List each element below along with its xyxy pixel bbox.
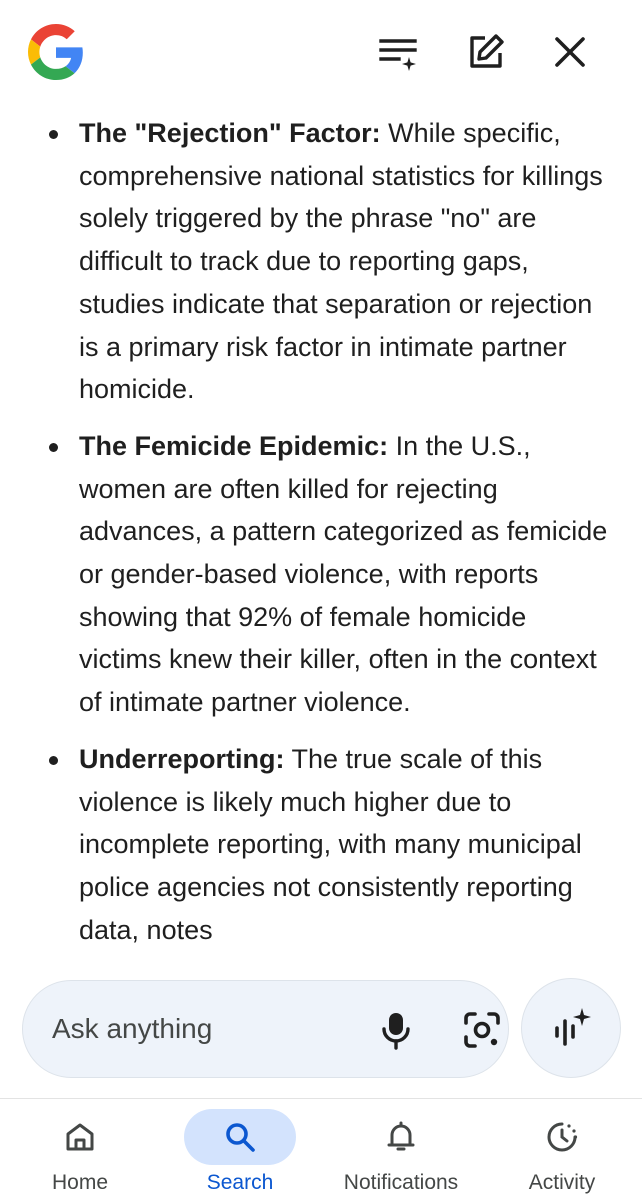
- bullet-dot: [49, 130, 58, 139]
- ask-input-bar[interactable]: [22, 980, 509, 1078]
- bullet-text: While specific, comprehensive national statistics for killings solely triggered by the phrase "no" are difficult to track due to reporting gaps, studies indicate that separation or rejection is a primary risk factor in intimate partner homicide.: [79, 118, 603, 405]
- list-sparkle-icon[interactable]: [374, 28, 422, 76]
- bullet-text: In the U.S., women are often killed for rejecting advances, a pattern categorized as femicide or gender-based violence, with reports showing that 92% of female homicide victims knew their killer, often in the context of intimate partner violence.: [79, 430, 608, 718]
- nav-search[interactable]: [184, 1099, 296, 1200]
- bullet-item: [0, 425, 642, 724]
- nav-notifications[interactable]: [330, 1099, 472, 1200]
- bullet-item: [0, 112, 642, 411]
- nav-search-label: Search: [206, 1171, 274, 1194]
- nav-home-label: Home: [51, 1171, 109, 1194]
- bullet-list: [0, 112, 642, 951]
- bullet-text: The true scale of this violence is likely much higher due to incomplete reporting, with many municipal police agencies not consistently reporting data, notes: [79, 743, 582, 945]
- home-icon: [63, 1120, 97, 1154]
- bell-icon: [384, 1120, 418, 1154]
- nav-activity[interactable]: [506, 1099, 618, 1200]
- nav-activity-pill[interactable]: [506, 1109, 618, 1165]
- google-g-logo[interactable]: [28, 24, 84, 80]
- top-bar: [0, 0, 642, 100]
- voice-sparkle-icon: [549, 1006, 593, 1050]
- bullet-title: Underreporting:: [79, 743, 285, 774]
- bullet-dot: [49, 443, 58, 452]
- bullet-item: [0, 738, 642, 952]
- bullet-title: The "Rejection" Factor:: [79, 118, 381, 148]
- activity-history-icon: [545, 1120, 579, 1154]
- nav-home[interactable]: [24, 1099, 136, 1200]
- bullet-title: The Femicide Epidemic:: [79, 430, 389, 461]
- nav-home-pill[interactable]: [24, 1109, 136, 1165]
- lens-icon[interactable]: [461, 1009, 503, 1051]
- nav-notifications-label: Notifications: [343, 1171, 459, 1194]
- nav-search-pill[interactable]: [184, 1109, 296, 1165]
- bullet-dot: [49, 756, 58, 765]
- close-icon[interactable]: [546, 28, 594, 76]
- ask-placeholder[interactable]: Ask anything: [52, 1013, 213, 1044]
- mic-icon[interactable]: [375, 1009, 417, 1051]
- answer-content: [0, 112, 642, 962]
- nav-activity-label: Activity: [528, 1171, 596, 1194]
- edit-icon[interactable]: [462, 28, 510, 76]
- nav-notifications-pill[interactable]: [345, 1109, 457, 1165]
- search-icon: [223, 1120, 257, 1154]
- bottom-nav: [0, 1098, 642, 1200]
- voice-mode-button[interactable]: [521, 978, 621, 1078]
